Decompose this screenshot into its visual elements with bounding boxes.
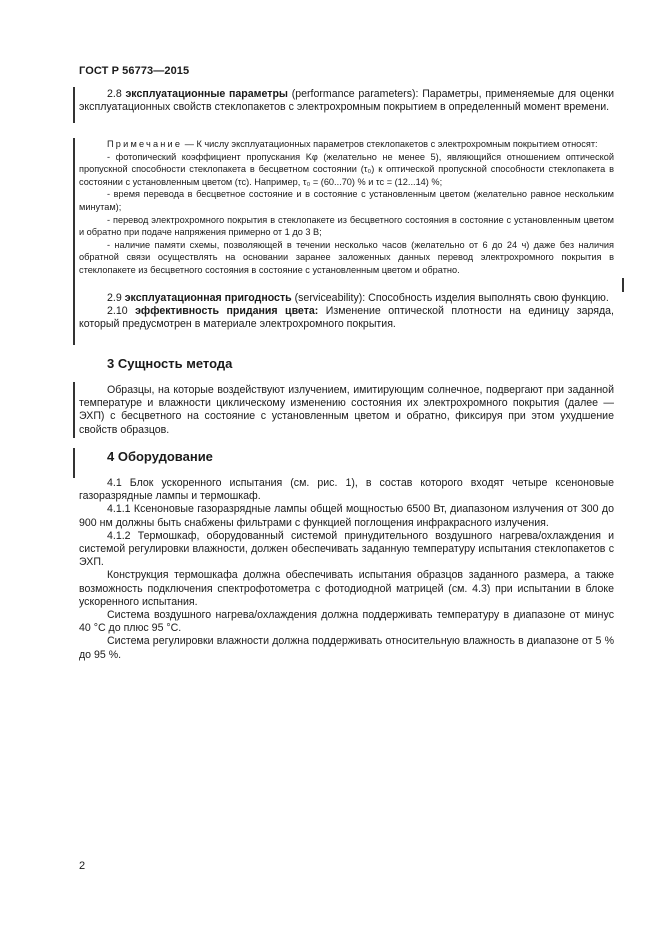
note-item: - перевод электрохромного покрытия в стеклопакете из бесцветного состояния в состояние с установленным цветом и обратно при подаче напряжения примерно от 1 до 3 В; bbox=[79, 214, 614, 238]
definition-text: (serviceability): Способность изделия выполнять свою функцию. bbox=[291, 292, 609, 304]
note-item: - наличие памяти схемы, позволяющей в течении несколько часов (желательно от 6 до 24 ч) даже без наличия обратной связи осуществлять на основании заранее заложенных данных перевод электрохромного покрытия в стеклопакете из бесцветного состояния в состояние с установленным цветом и обратно. bbox=[79, 239, 614, 275]
term: эксплуатационные параметры bbox=[125, 88, 288, 100]
change-bar bbox=[73, 291, 75, 345]
clause-number: 2.9 bbox=[107, 292, 122, 304]
standard-header: ГОСТ Р 56773—2015 bbox=[79, 65, 190, 77]
paragraph: Система воздушного нагрева/охлаждения должна поддерживать температуру в диапазоне от минус 40 °С до плюс 95 °С. bbox=[79, 609, 614, 635]
definitions-2-9-2-10 bbox=[79, 292, 614, 332]
change-bar bbox=[73, 382, 75, 438]
section-3-body bbox=[79, 384, 614, 437]
note-label: Примечание bbox=[107, 139, 183, 149]
section-4-body bbox=[79, 477, 614, 662]
note-item: - фотопический коэффициент пропускания Kφ (желательно не менее 5), являющийся отношением оптической пропускной способности стеклопакета в бесцветном состоянии (τ₀) к оптической пропускной способности стеклопакета в состоянии с установленным цветом (τс). Например, τ₀ = (60...70) % и τс = (12...14) %; bbox=[79, 151, 614, 187]
definition-text: Изменение оптической плотности на единицу заряда, который предусмотрен в материале электрохромного покрытия. bbox=[79, 305, 615, 331]
term: эффективность придания цвета: bbox=[135, 305, 319, 318]
page-number: 2 bbox=[79, 860, 86, 872]
note-block bbox=[79, 138, 614, 277]
term: эксплуатационная пригодность bbox=[124, 292, 292, 304]
change-bar bbox=[73, 138, 75, 310]
paragraph: Образцы, на которые воздействуют излучением, имитирующим солнечное, подвергают при заданной температуре и влажности циклическому изменению состояния их электрохромного покрытия (далее — ЭХП) с бесцветного на состояние с установленным цветом и обратно, фиксируя при этом ухудшение свойств образцов. bbox=[79, 384, 614, 436]
note-item: - время перевода в бесцветное состояние и в состояние с установленным цветом (желательно равное нескольким минутам); bbox=[79, 189, 614, 212]
clause-number: 2.10 bbox=[107, 305, 128, 318]
paragraph: 4.1.1 Ксеноновые газоразрядные лампы общей мощностью 6500 Вт, диапазоном излучения от 300 до 900 нм должны быть снабжены фильтрами с функцией поглощения инфракрасного излучения. bbox=[79, 503, 614, 529]
paragraph: 4.1 Блок ускоренного испытания (см. рис. 1), в состав которого входят четыре ксеноновые газоразрядные лампы и термошкаф. bbox=[79, 477, 614, 503]
paragraph: 4.1.2 Термошкаф, оборудованный системой принудительного воздушного нагрева/охлаждения и системой регулировки влажности, должен обеспечивать заданную температуру испытания стеклопакетов с ЭХП. bbox=[79, 529, 614, 569]
section-heading: 3 Сущность метода bbox=[107, 356, 233, 371]
clause-number: 2.8 bbox=[107, 88, 122, 100]
note-intro: — К числу эксплуатационных параметров стеклопакетов с электрохромным покрытием относят: bbox=[182, 139, 598, 149]
definition-2-8 bbox=[79, 88, 614, 114]
section-heading: 4 Оборудование bbox=[107, 449, 213, 464]
paragraph: Система регулировки влажности должна поддерживать относительную влажность в диапазоне от 5 % до 95 %. bbox=[79, 635, 614, 661]
definition-text: (performance parameters): Параметры, применяемые для оценки эксплуатационных свойств стеклопакетов с электрохромным покрытием в определенный момент времени. bbox=[79, 88, 614, 114]
change-bar bbox=[73, 87, 75, 123]
paragraph: Конструкция термошкафа должна обеспечивать испытания образцов заданного размера, а также возможность подключения спектрофотометра с фотодиодной матрицей (см. 4.3) при испытании в блоке ускоренного испытания. bbox=[79, 569, 614, 608]
change-bar-right bbox=[622, 278, 624, 292]
change-bar bbox=[73, 448, 75, 478]
